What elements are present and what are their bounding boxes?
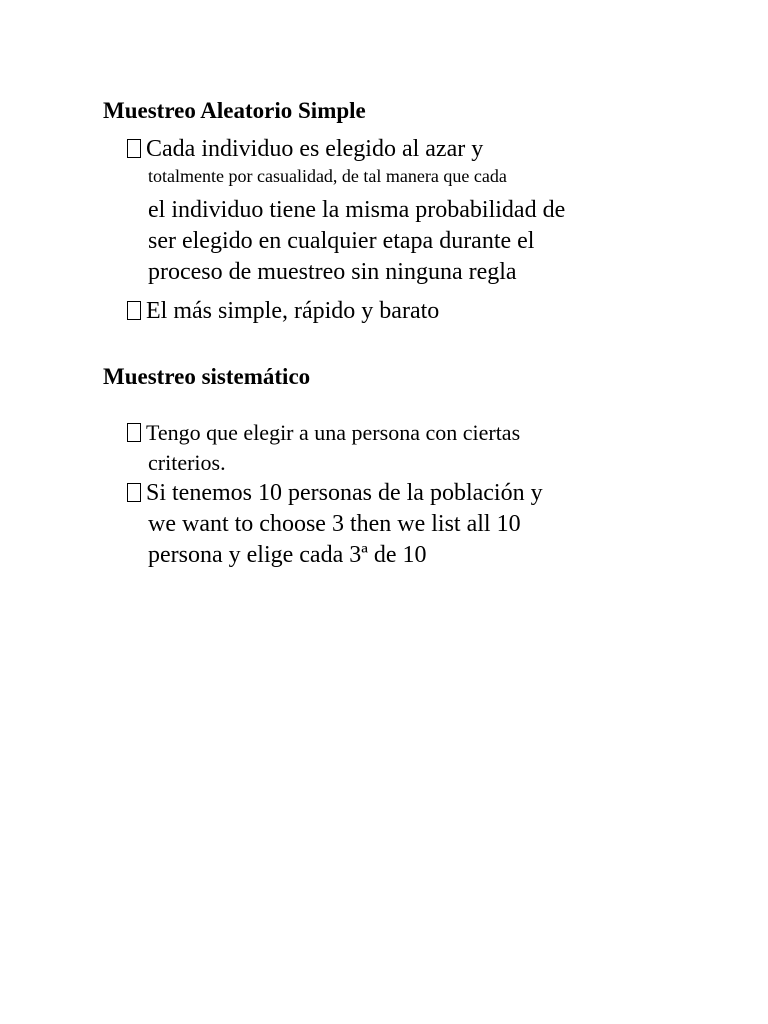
bullet-continuation-text: we want to choose 3 then we list all 10 bbox=[148, 511, 521, 537]
bullet-continuation-text: el individuo tiene la misma probabilidad de bbox=[148, 197, 566, 223]
bullet-line bbox=[127, 134, 483, 164]
bullet-line bbox=[127, 419, 520, 447]
bullet-box-icon bbox=[127, 423, 141, 442]
bullet-text: Tengo que elegir a una persona con ciertas bbox=[146, 420, 521, 445]
bullet-line bbox=[127, 478, 543, 508]
bullet-continuation-text: totalmente por casualidad, de tal manera que cada bbox=[148, 166, 507, 186]
bullet-continuation-text: criterios. bbox=[148, 450, 226, 475]
bullet-line bbox=[127, 296, 439, 326]
bullet-text: Si tenemos 10 personas de la población y bbox=[146, 480, 543, 506]
section-heading-muestreo-sistematico: Muestreo sistemático bbox=[103, 364, 311, 389]
bullet-text: El más simple, rápido y barato bbox=[146, 298, 440, 324]
bullet-box-icon bbox=[127, 139, 141, 158]
bullet-continuation-text: proceso de muestreo sin ninguna regla bbox=[148, 259, 517, 285]
bullet-box-icon bbox=[127, 483, 141, 502]
bullet-box-icon bbox=[127, 301, 141, 320]
section-heading-muestreo-aleatorio-simple: Muestreo Aleatorio Simple bbox=[103, 98, 366, 123]
bullet-text: Cada individuo es elegido al azar y bbox=[146, 136, 484, 162]
bullet-continuation-text: persona y elige cada 3ª de 10 bbox=[148, 542, 427, 568]
bullet-continuation-text: ser elegido en cualquier etapa durante el bbox=[148, 228, 535, 254]
